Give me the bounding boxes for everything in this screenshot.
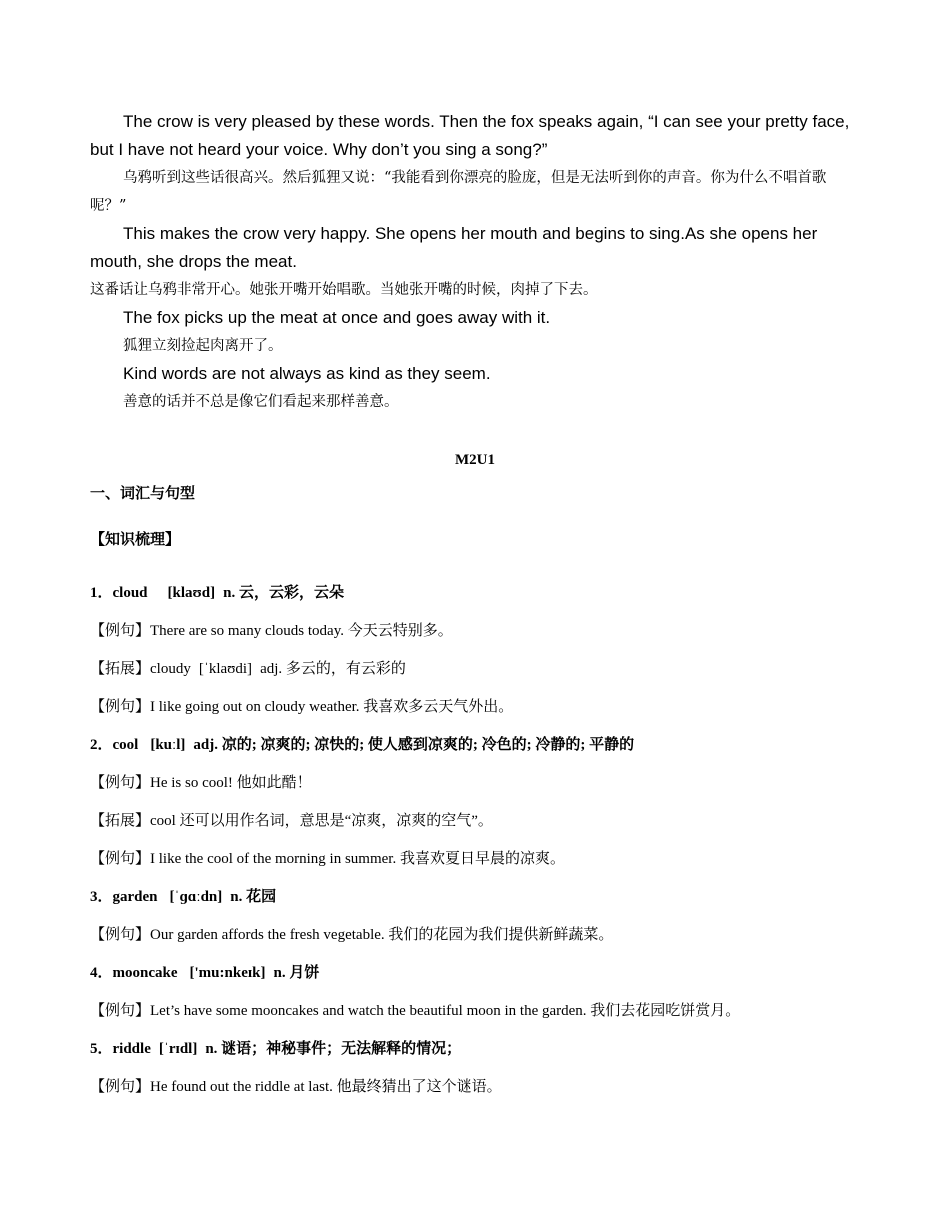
- entry-phonetic: [ˈɡɑːdn]: [169, 889, 223, 905]
- extend-phonetic: [ˈklaʊdi]: [198, 661, 253, 677]
- example-text: He is so cool! 他如此酷！: [150, 775, 312, 791]
- entry-meaning: n. 谜语；神秘事件；无法解释的情况；: [205, 1041, 462, 1057]
- vocab-entry-cloud: [90, 574, 860, 612]
- example-text: I like the cool of the morning in summer. 我喜欢夏日早晨的凉爽。: [150, 851, 565, 867]
- entry-word: garden: [112, 889, 158, 905]
- example-line: [90, 764, 860, 802]
- entry-meaning: n. 月饼: [273, 965, 320, 981]
- extend-meaning: adj. 多云的，有云彩的: [260, 661, 406, 677]
- example-tag: 【例句】: [90, 851, 151, 867]
- example-line: [90, 1068, 860, 1106]
- example-line: [90, 612, 860, 650]
- example-line: [90, 840, 860, 878]
- entry-phonetic: [ˈrɪdl]: [158, 1041, 198, 1057]
- entry-word: riddle: [112, 1041, 151, 1057]
- entry-phonetic: [klaʊd]: [167, 585, 216, 601]
- example-tag: 【例句】: [90, 1079, 151, 1095]
- vocab-entry-mooncake: [90, 954, 860, 992]
- story-text: [90, 108, 860, 416]
- story-p1-zh: 乌鸦听到这些话很高兴。然后狐狸又说：“我能看到你漂亮的脸庞，但是无法听到你的声音。你为什么不唱首歌呢？”: [90, 170, 827, 214]
- entry-word: cool: [112, 737, 139, 753]
- example-line: [90, 916, 860, 954]
- vocab-entry-garden: [90, 878, 860, 916]
- vocab-entry-cool: [90, 726, 860, 764]
- example-text: There are so many clouds today. 今天云特别多。: [150, 623, 453, 639]
- extend-line: [90, 650, 860, 688]
- lesson-section: [90, 448, 860, 1106]
- story-p3-en: The fox picks up the meat at once and goes away with it.: [123, 308, 551, 327]
- entry-number: 1．: [90, 585, 113, 601]
- subsection-heading: 【知识梳理】: [90, 532, 181, 548]
- example-tag: 【例句】: [90, 1003, 151, 1019]
- example-text: I like going out on cloudy weather. 我喜欢多云天气外出。: [150, 699, 514, 715]
- story-p4-zh: 善意的话并不总是像它们看起来那样善意。: [123, 394, 399, 410]
- entry-word: cloud: [112, 585, 148, 601]
- entry-meaning: n. 云，云彩，云朵: [223, 585, 344, 601]
- example-text: He found out the riddle at last. 他最终猜出了这个谜语。: [150, 1079, 502, 1095]
- story-p1-en: The crow is very pleased by these words. Then the fox speaks again, “I can see your pretty face, but I have not heard your voice. Why don’t you sing a song?”: [90, 112, 850, 159]
- example-text: Let’s have some mooncakes and watch the beautiful moon in the garden. 我们去花园吃饼赏月。: [150, 1003, 741, 1019]
- example-tag: 【例句】: [90, 927, 151, 943]
- section-heading: 一、词汇与句型: [90, 486, 196, 502]
- lesson-title: M2U1: [455, 452, 495, 468]
- story-p3-zh: 狐狸立刻捡起肉离开了。: [123, 338, 283, 354]
- vocab-entry-riddle: [90, 1030, 860, 1068]
- entry-phonetic: ['mu:nkeɪk]: [189, 965, 266, 981]
- example-line: [90, 992, 860, 1030]
- example-tag: 【例句】: [90, 699, 151, 715]
- story-p2-zh: 这番话让乌鸦非常开心。她张开嘴开始唱歌。当她张开嘴的时候，肉掉了下去。: [90, 282, 598, 298]
- story-p2-en: This makes the crow very happy. She opens her mouth and begins to sing.As she opens her mouth, she drops the meat.: [90, 224, 818, 271]
- entry-word: mooncake: [112, 965, 178, 981]
- entry-meaning: adj. 凉的; 凉爽的; 凉快的; 使人感到凉爽的; 冷色的; 冷静的; 平静的: [193, 737, 635, 753]
- story-p4-en: Kind words are not always as kind as they seem.: [123, 364, 491, 383]
- example-line: [90, 688, 860, 726]
- extend-tag: 【拓展】: [90, 661, 151, 677]
- extend-word: cloudy: [150, 661, 191, 677]
- extend-line: [90, 802, 860, 840]
- entry-meaning: n. 花园: [230, 889, 277, 905]
- entry-number: 3．: [90, 889, 113, 905]
- example-tag: 【例句】: [90, 775, 151, 791]
- example-tag: 【例句】: [90, 623, 151, 639]
- example-text: Our garden affords the fresh vegetable. 我们的花园为我们提供新鲜蔬菜。: [150, 927, 614, 943]
- entry-number: 5．: [90, 1041, 113, 1057]
- entry-number: 2．: [90, 737, 113, 753]
- entry-phonetic: [kuːl]: [150, 737, 186, 753]
- extend-tag: 【拓展】: [90, 813, 151, 829]
- extend-text: cool 还可以用作名词，意思是“凉爽，凉爽的空气”。: [150, 813, 493, 829]
- entry-number: 4．: [90, 965, 113, 981]
